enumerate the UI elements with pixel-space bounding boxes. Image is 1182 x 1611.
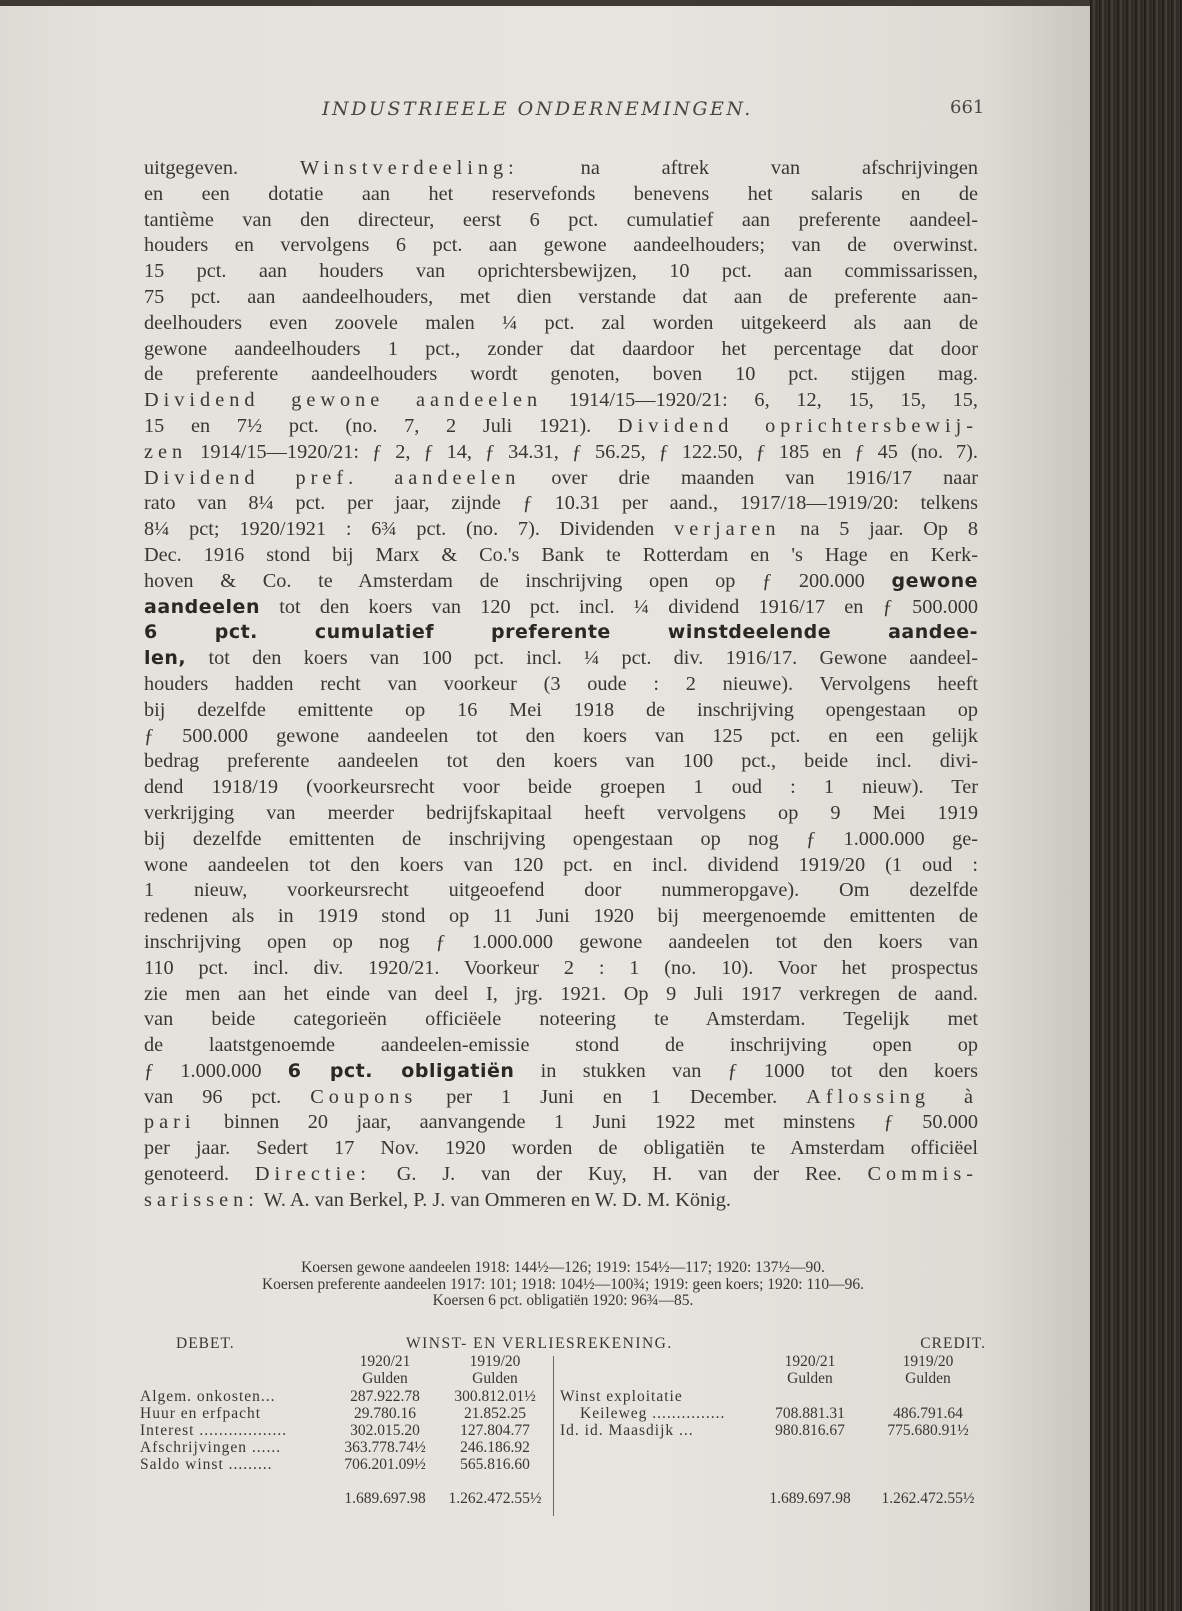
text-line: rato van 8¼ pct. per jaar, zijnde ƒ 10.31 per aand., 1917/18—1919/20: telkens (144, 492, 978, 515)
text-line: de laatstgenoemde aandeelen-emissie stond de inschrijving open op (144, 1034, 978, 1057)
debet-label: DEBET. (176, 1335, 235, 1352)
text-line: wone aandeelen tot den koers van 120 pct. en incl. dividend 1919/20 (1 oud : (144, 853, 978, 876)
text-line: bedrag preferente aandeelen tot den koers van 100 pct., beide incl. divi- (144, 750, 978, 773)
text-line: verkrijging van meerder bedrijfskapitaal heeft vervolgens op 9 Mei 1919 (144, 801, 978, 824)
text-line: 15 pct. aan houders van oprichtersbewijzen, 10 pct. aan commissarissen, (144, 260, 978, 283)
table-row: Afschrijvingen ...... 363.778.74½ 246.186.92 (140, 1439, 530, 1456)
text-line: deelhouders even zoovele malen ¼ pct. zal worden uitgekeerd als aan de (144, 311, 978, 334)
text-line: bij dezelfde emittenten de inschrijving opengestaan op nog ƒ 1.000.000 ge- (144, 827, 978, 850)
text-line: ƒ 1.000.000 6 pct. obligatiën in stukken van ƒ 1000 tot den koers (144, 1059, 978, 1082)
text-line: zen 1914/15—1920/21: ƒ 2, ƒ 14, ƒ 34.31, ƒ 56.25, ƒ 122.50, ƒ 185 en ƒ 45 (no. 7). (144, 440, 978, 463)
table-row: Huur en erfpacht 29.780.16 21.852.25 Keileweg ............... 708.881.31 486.791.64 (140, 1405, 963, 1422)
text-line: houders en vervolgens 6 pct. aan gewone aandeelhouders; van de overwinst. (144, 234, 978, 257)
text-line: van 96 pct. Coupons per 1 Juni en 1 December. Aflossing à (144, 1085, 978, 1108)
quote-line: Koersen preferente aandeelen 1917: 101; 1918: 104½—100¾; 1919: geen koers; 1920: 110—96. (261, 1275, 865, 1293)
text-line: en een dotatie aan het reservefonds benevens het salaris en de (144, 182, 978, 205)
text-line: bij dezelfde emittente op 16 Mei 1918 de inschrijving opengestaan op (144, 698, 978, 721)
text-line: zie men aan het einde van deel I, jrg. 1921. Op 9 Juli 1917 verkregen de aand. (144, 982, 978, 1005)
text-line: van beide categorieën officiëele noteering te Amsterdam. Tegelijk met (144, 1008, 978, 1031)
body-text (144, 156, 978, 1214)
text-line: redenen als in 1919 stond op 11 Juni 1920 bij meergenoemde emittenten de (144, 905, 978, 928)
text-line: len, tot den koers van 100 pct. incl. ¼ pct. div. 1916/17. Gewone aandeel- (144, 647, 978, 670)
text-line: dend 1918/19 (voorkeursrecht voor beide groepen 1 oud : 1 nieuw). Ter (144, 776, 978, 799)
text-line: 6 pct. cumulatief preferente winstdeelende aandee- (144, 621, 978, 644)
text-line: 110 pct. incl. div. 1920/21. Voorkeur 2 : 1 (no. 10). Voor het prospectus (144, 956, 978, 979)
document-page (0, 6, 1090, 1611)
text-line: 15 en 7½ pct. (no. 7, 2 Juli 1921). Dividend oprichtersbewij- (144, 414, 978, 437)
text-line: 8¼ pct; 1920/1921 : 6¾ pct. (no. 7). Dividenden verjaren na 5 jaar. Op 8 (144, 518, 978, 541)
text-line: genoteerd. Directie: G. J. van der Kuy, H. van der Ree. Commis- (144, 1163, 978, 1186)
text-line: Dec. 1916 stond bij Marx & Co.'s Bank te Rotterdam en 's Hage en Kerk- (144, 543, 978, 566)
text-line: 75 pct. aan aandeelhouders, met dien verstande dat aan de preferente aan- (144, 285, 978, 308)
quote-line: Koersen gewone aandeelen 1918: 144½—126; 1919: 154½—117; 1920: 137½—90. (301, 1259, 825, 1276)
total-row: 1.689.697.98 1.262.472.55½ 1.689.697.98 1.262.472.55½ (344, 1490, 975, 1507)
text-line: gewone aandeelhouders 1 pct., zonder dat daardoor het percentage dat door (144, 337, 978, 360)
text-line: inschrijving open op nog ƒ 1.000.000 gewone aandeelen tot den koers van (144, 930, 978, 953)
quote-line: Koersen 6 pct. obligatiën 1920: 96¾—85. (432, 1292, 694, 1309)
currency-row: Gulden Gulden Gulden Gulden (362, 1370, 951, 1387)
text-line: sarissen: W. A. van Berkel, P. J. van Ommeren en W. D. M. König. (144, 1188, 731, 1211)
text-line: 1 nieuw, voorkeursrecht uitgeoefend door nummeropgave). Om dezelfde (144, 879, 978, 902)
running-head: INDUSTRIEELE ONDERNEMINGEN. (322, 98, 753, 120)
table-row: Algem. onkosten... 287.922.78 300.812.01½ Winst exploitatie (140, 1388, 683, 1405)
text-line: uitgegeven. Winstverdeeling: na aftrek van afschrijvingen (144, 157, 978, 179)
text-line: tantième van den directeur, eerst 6 pct. cumulatief aan preferente aandeel- (144, 208, 978, 231)
text-line: ƒ 500.000 gewone aandeelen tot den koers van 125 pct. en een gelijk (144, 724, 978, 747)
book-spine (1090, 0, 1182, 1611)
profit-loss-account (140, 1336, 986, 1516)
table-row: Interest .................. 302.015.20 127.804.77 Id. id. Maasdijk ... 980.816.67 775.680.91½ (140, 1422, 969, 1439)
text-line: Dividend pref. aandeelen over drie maanden van 1916/17 naar (144, 466, 978, 489)
price-quotes (140, 1260, 986, 1310)
account-header (140, 1336, 986, 1354)
text-line: pari binnen 20 jaar, aanvangende 1 Juni 1922 met minstens ƒ 50.000 (144, 1111, 979, 1134)
account-title: WINST- EN VERLIESREKENING. (406, 1335, 673, 1352)
text-line: houders hadden recht van voorkeur (3 oude : 2 nieuwe). Vervolgens heeft (144, 672, 978, 695)
credit-label: CREDIT. (920, 1335, 986, 1352)
year-row: 1920/21 1919/20 1920/21 1919/20 (359, 1353, 954, 1370)
page-number: 661 (950, 97, 985, 118)
table-row: Saldo winst ......... 706.201.09½ 565.816.60 (140, 1456, 530, 1473)
text-line: Dividend gewone aandeelen 1914/15—1920/21: 6, 12, 15, 15, 15, (144, 389, 978, 412)
text-line: per jaar. Sedert 17 Nov. 1920 worden de obligatiën te Amsterdam officiëel (144, 1137, 978, 1160)
text-line: de preferente aandeelhouders wordt genoten, boven 10 pct. stijgen mag. (144, 363, 978, 386)
text-line: aandeelen tot den koers van 120 pct. incl. ¼ dividend 1916/17 en ƒ 500.000 (144, 595, 978, 618)
text-line: hoven & Co. te Amsterdam de inschrijving open op ƒ 200.000 gewone (144, 569, 978, 592)
